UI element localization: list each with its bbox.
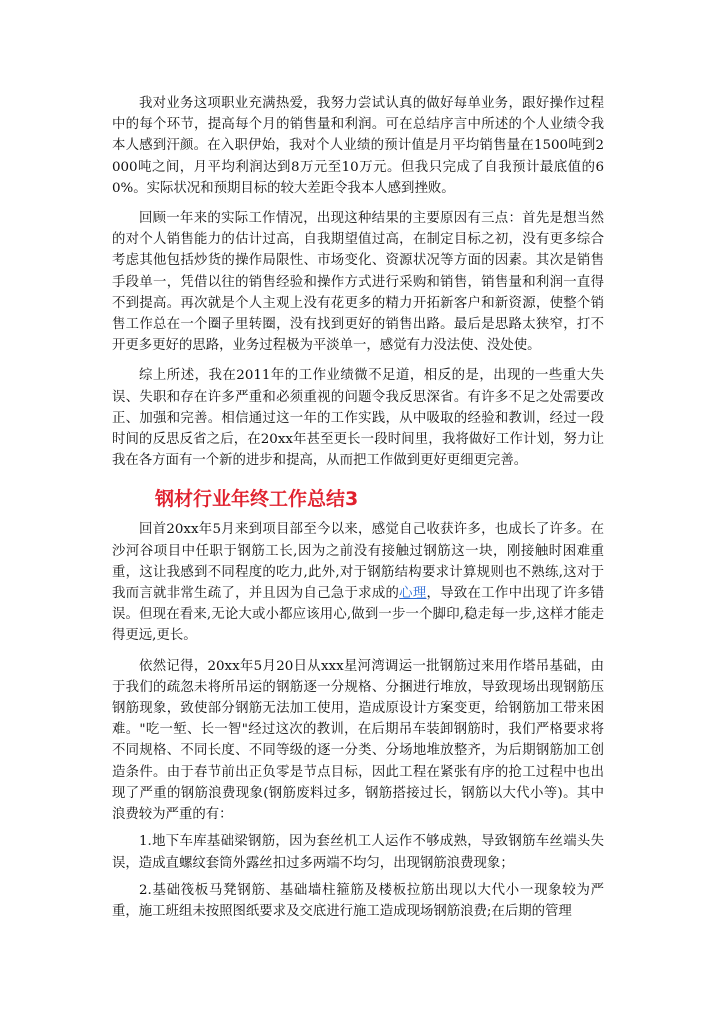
document-body	[112, 93, 604, 922]
paragraph-sales-performance: 我对业务这项职业充满热爱，我努力尝试认真的做好每单业务，跟好操作过程中的每个环节，提高每个月的销售量和利润。可在总结序言中所述的个人业绩令我本人感到汗颜。在入职伊始，我对个人业绩的预计值是月平均销售量在1500吨到2000吨之间，月平均利润达到8万元至10万元。但我只完成了自我预计最底值的60%。实际状况和预期目标的较大差距令我本人感到挫败。	[112, 96, 604, 196]
list-item-waste-1: 1.地下车库基础梁钢筋，因为套丝机工人运作不够成熟，导致钢筋车丝端头失误，造成直螺纹套筒外露丝扣过多两端不均匀，出现钢筋浪费现象；	[112, 834, 604, 871]
paragraph-rebar-incident: 依然记得，20xx年5月20日从xxx星河湾调运一批钢筋过来用作塔吊基础，由于我们的疏忽未将所吊运的钢筋逐一分规格、分捆进行堆放，导致现场出现钢筋压钢筋现象，致使部分钢筋无法加工使用，造成原设计方案变更，给钢筋加工带来困难。"吃一堑、长一智"经过这次的教训，在后期吊车装卸钢筋时，我们严格要求将不同规格、不同长度、不同等级的逐一分类、分场地堆放整齐，为后期钢筋加工创造条件。由于春节前出正负零是节点目标，因此工程在紧张有序的抢工过程中也出现了严重的钢筋浪费现象(钢筋废料过多，钢筋搭接过长，钢筋以大代小等)。其中浪费较为严重的有：	[112, 658, 604, 823]
paragraph-text-after-link: ，导致在工作中出现了许多错误。但现在看来,无论大或小都应该用心,做到一步一个脚印,稳走每一步,这样才能走得更远,更长。	[112, 586, 605, 644]
xinli-link[interactable]: 心理	[399, 586, 427, 602]
paragraph-text-before-link: 回首20xx年5月来到项目部至今以来，感觉自己收获许多，也成长了许多。在沙河谷项目中任职于钢筋工长,因为之前没有接触过钢筋这一块，刚接触时困难重重，这让我感到不同程度的吃力,此外,对于钢筋结构要求计算规则也不熟练,这对于我而言就非常生疏了，并且因为自己急于求成的	[112, 522, 604, 602]
section-title: 钢材行业年终工作总结3	[155, 488, 359, 511]
paragraph-project-review	[112, 519, 604, 646]
paragraph-summary-2011: 综上所述，我在2011年的工作业绩微不足道，相反的是，出现的一些重大失误、失职和存在许多严重和必须重视的问题令我反思深省。有许多不足之处需要改正、加强和完善。相信通过这一年的工作实践，从中吸取的经验和教训，经过一段时间的反思反省之后，在20xx年甚至更长一段时间里，我将做好工作计划，努力让我在各方面有一个新的进步和提高，从而把工作做到更好更细更完善。	[112, 368, 604, 469]
list-item-waste-2: 2.基础筏板马凳钢筋、基础墙柱箍筋及楼板拉筋出现以大代小一现象较为严重，施工班组未按照图纸要求及交底进行施工造成现场钢筋浪费;在后期的管理	[112, 882, 604, 919]
paragraph-review-reasons: 回顾一年来的实际工作情况，出现这种结果的主要原因有三点：首先是想当然的对个人销售能力的估计过高，自我期望值过高，在制定目标之初，没有更多综合考虑其他包括炒货的操作局限性、市场变化、资源状况等方面的因素。其次是销售手段单一，凭借以往的销售经验和操作方式进行采购和销售，销售量和利润一直得不到提高。再次就是个人主观上没有花更多的精力开拓新客户和新资源，使整个销售工作总在一个圈子里转圈，没有找到更好的销售出路。最后是思路太狭窄，打不开更多更好的思路，业务过程极为平淡单一，感觉有力没法使、没处使。	[112, 211, 604, 354]
